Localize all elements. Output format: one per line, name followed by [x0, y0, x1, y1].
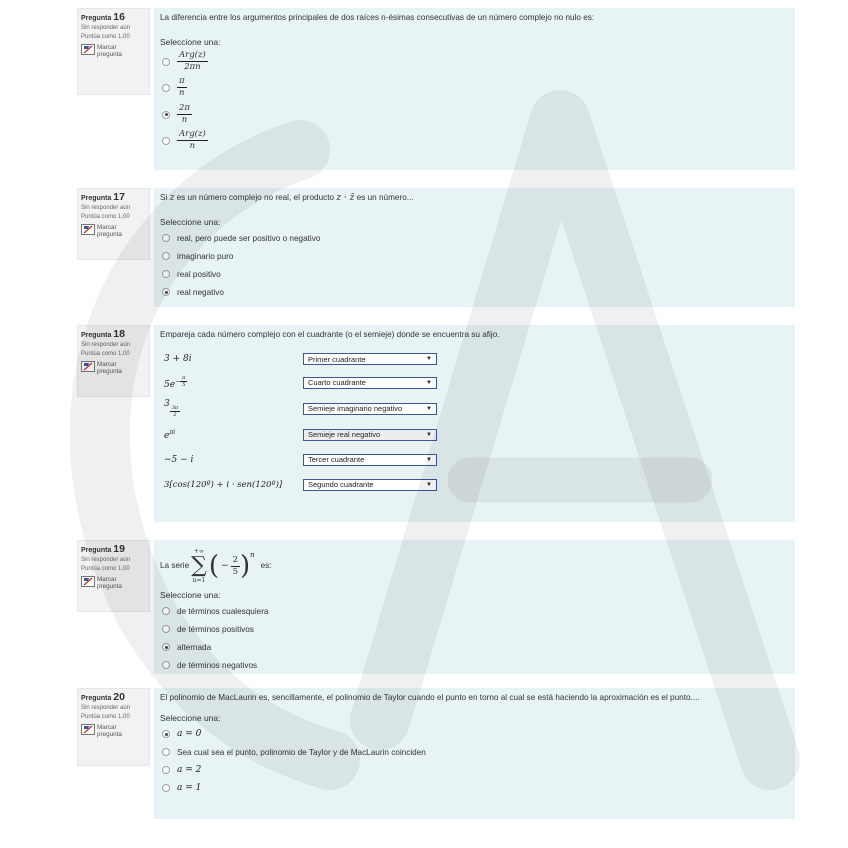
question-info	[77, 8, 150, 95]
dropdown-arrow-icon: ▼	[426, 379, 432, 386]
series-fraction: $\frac{2}{5}$	[232, 554, 238, 577]
radio-button[interactable]	[162, 607, 170, 615]
question-state: Sin responder aún	[81, 205, 131, 211]
select-one-prompt: Seleccione una:	[160, 217, 221, 227]
question-number: Pregunta 19	[81, 543, 125, 555]
match-expression: $e^{\pi i}$	[164, 428, 176, 441]
option-fraction: $\frac{\text{Arg(z)}}{2\pi n}$	[179, 50, 206, 72]
question-text: La diferencia entre los argumentos principales de dos raíces n-ésimas consecutivas de un número complejo no nulo es:	[160, 13, 595, 22]
match-select[interactable]: Semieje imaginario negativo ▼	[303, 403, 437, 415]
answer-option[interactable]	[160, 761, 789, 779]
question-text: Si z es un número complejo no real, el producto z · z̄ es un número...	[160, 193, 414, 203]
question-state: Sin responder aún	[81, 25, 131, 31]
question-text: El polinomio de MacLaurin es, sencillamente, el polinomio de Taylor cuando el punto en torno al cual se está haciendo la aproximación es el punto....	[160, 693, 700, 702]
radio-button[interactable]	[162, 270, 170, 278]
flag-icon	[81, 724, 95, 735]
match-row	[160, 422, 789, 447]
question-content	[154, 325, 795, 522]
option-label: a = 1	[177, 783, 202, 793]
select-one-prompt: Seleccione una:	[160, 37, 221, 47]
match-row	[160, 395, 789, 422]
dropdown-arrow-icon: ▼	[426, 356, 432, 362]
question-text: Empareja cada número complejo con el cuadrante (o el semieje) donde se encuentra su afijo.	[160, 330, 500, 339]
radio-button[interactable]	[162, 766, 170, 774]
flag-question-button[interactable]: Marcar pregunta	[81, 724, 146, 738]
match-select[interactable]: Semieje real negativo ▼	[303, 429, 437, 441]
answer-option[interactable]	[160, 656, 789, 674]
match-expression: 3 $\frac{3\pi}{2}$	[164, 399, 179, 418]
flag-question-button[interactable]: Marcar pregunta	[81, 44, 146, 58]
match-row	[160, 472, 789, 497]
question-grade: Puntúa como 1,00	[81, 566, 130, 572]
question-20	[77, 688, 796, 819]
radio-button[interactable]	[162, 252, 170, 260]
option-label: imaginario puro	[177, 251, 234, 261]
flag-question-button[interactable]: Marcar pregunta	[81, 576, 146, 590]
match-expression: 3 + 8i	[164, 354, 192, 364]
question-state: Sin responder aún	[81, 705, 131, 711]
sum-symbol: +∞ ∑ n=1	[191, 548, 207, 584]
answer-option[interactable]	[160, 247, 789, 265]
option-label: de términos positivos	[177, 624, 254, 634]
question-content	[154, 540, 795, 674]
match-select[interactable]: Cuarto cuadrante ▼	[303, 377, 437, 389]
radio-button[interactable]	[162, 58, 170, 66]
question-info	[77, 540, 150, 612]
radio-button[interactable]	[162, 625, 170, 633]
question-grade: Puntúa como 1,00	[81, 34, 130, 40]
question-grade: Puntúa como 1,00	[81, 714, 130, 720]
flag-question-button[interactable]: Marcar pregunta	[81, 361, 146, 375]
question-grade: Puntúa como 1,00	[81, 351, 130, 357]
dropdown-arrow-icon: ▼	[426, 405, 432, 412]
option-label: de términos negativos	[177, 660, 258, 670]
match-select[interactable]: Segundo cuadrante ▼	[303, 479, 437, 491]
match-select[interactable]: Primer cuadrante ▼	[303, 353, 437, 365]
match-row	[160, 447, 789, 472]
question-info	[77, 188, 150, 260]
question-info	[77, 325, 150, 397]
flag-icon	[81, 361, 95, 372]
option-label: alternada	[177, 642, 212, 652]
question-info	[77, 688, 150, 766]
match-expression: 3[cos(120º) + i · sen(120º)]	[164, 479, 283, 490]
answer-option[interactable]	[160, 101, 789, 128]
match-select[interactable]: Tercer cuadrante ▼	[303, 454, 437, 466]
match-expression: −5 − i	[164, 454, 194, 465]
question-state: Sin responder aún	[81, 342, 131, 348]
option-label: a = 0	[177, 729, 202, 739]
question-number: Pregunta 17	[81, 191, 125, 203]
question-18	[77, 325, 796, 522]
dropdown-arrow-icon: ▼	[426, 431, 432, 438]
question-state: Sin responder aún	[81, 557, 131, 563]
dropdown-arrow-icon: ▼	[426, 481, 432, 488]
question-number: Pregunta 20	[81, 691, 125, 703]
question-content	[154, 8, 795, 170]
answer-option[interactable]	[160, 638, 789, 656]
option-label: Sea cual sea el punto, polinomio de Taylor y de MacLaurin coinciden	[177, 747, 426, 757]
answer-option[interactable]	[160, 283, 789, 301]
flag-icon	[81, 224, 95, 235]
match-row	[160, 370, 789, 395]
answer-option[interactable]	[160, 49, 789, 74]
radio-button[interactable]	[162, 661, 170, 669]
question-content	[154, 688, 795, 819]
flag-icon	[81, 576, 95, 587]
answer-option[interactable]	[160, 743, 789, 761]
radio-button-selected[interactable]	[162, 288, 170, 296]
question-text: La serie +∞ ∑ n=1 ( − $\frac{2}{5}$ ) n es:	[160, 548, 272, 584]
match-expression: $5e^{- \frac{\pi}{5}}$	[164, 375, 186, 390]
answer-option[interactable]	[160, 725, 789, 743]
select-one-prompt: Seleccione una:	[160, 713, 221, 723]
answer-option[interactable]	[160, 602, 789, 620]
flag-icon	[81, 44, 95, 55]
radio-button[interactable]	[162, 234, 170, 242]
answer-option[interactable]	[160, 229, 789, 247]
radio-button[interactable]	[162, 137, 170, 145]
question-number: Pregunta 16	[81, 11, 125, 23]
radio-button-selected[interactable]	[162, 111, 170, 119]
question-16	[77, 8, 796, 170]
answer-option[interactable]	[160, 779, 789, 797]
question-19	[77, 540, 796, 674]
dropdown-arrow-icon: ▼	[426, 456, 432, 463]
option-fraction: $\frac{2\pi}{n}$	[179, 103, 190, 125]
flag-question-button[interactable]: Marcar pregunta	[81, 224, 146, 238]
select-one-prompt: Seleccione una:	[160, 590, 221, 600]
question-number: Pregunta 18	[81, 328, 125, 340]
answer-option[interactable]	[160, 265, 789, 283]
radio-button[interactable]	[162, 748, 170, 756]
radio-button-selected[interactable]	[162, 730, 170, 738]
option-label: a = 2	[177, 765, 202, 775]
question-grade: Puntúa como 1,00	[81, 214, 130, 220]
option-label: real positivo	[177, 269, 221, 279]
answer-option[interactable]	[160, 74, 789, 101]
match-row	[160, 348, 789, 370]
radio-button[interactable]	[162, 784, 170, 792]
radio-button[interactable]	[162, 84, 170, 92]
option-label: real, pero puede ser positivo o negativo	[177, 233, 321, 243]
option-fraction: $\frac{\pi}{n}$	[179, 76, 185, 98]
option-label: real negativo	[177, 287, 224, 297]
question-content	[154, 188, 795, 307]
answer-option[interactable]	[160, 620, 789, 638]
option-fraction: $\frac{\text{Arg(z)}}{n}$	[179, 129, 206, 151]
option-label: de términos cualesquiera	[177, 606, 269, 616]
radio-button-selected[interactable]	[162, 643, 170, 651]
answer-option[interactable]	[160, 128, 789, 153]
question-17	[77, 188, 796, 307]
